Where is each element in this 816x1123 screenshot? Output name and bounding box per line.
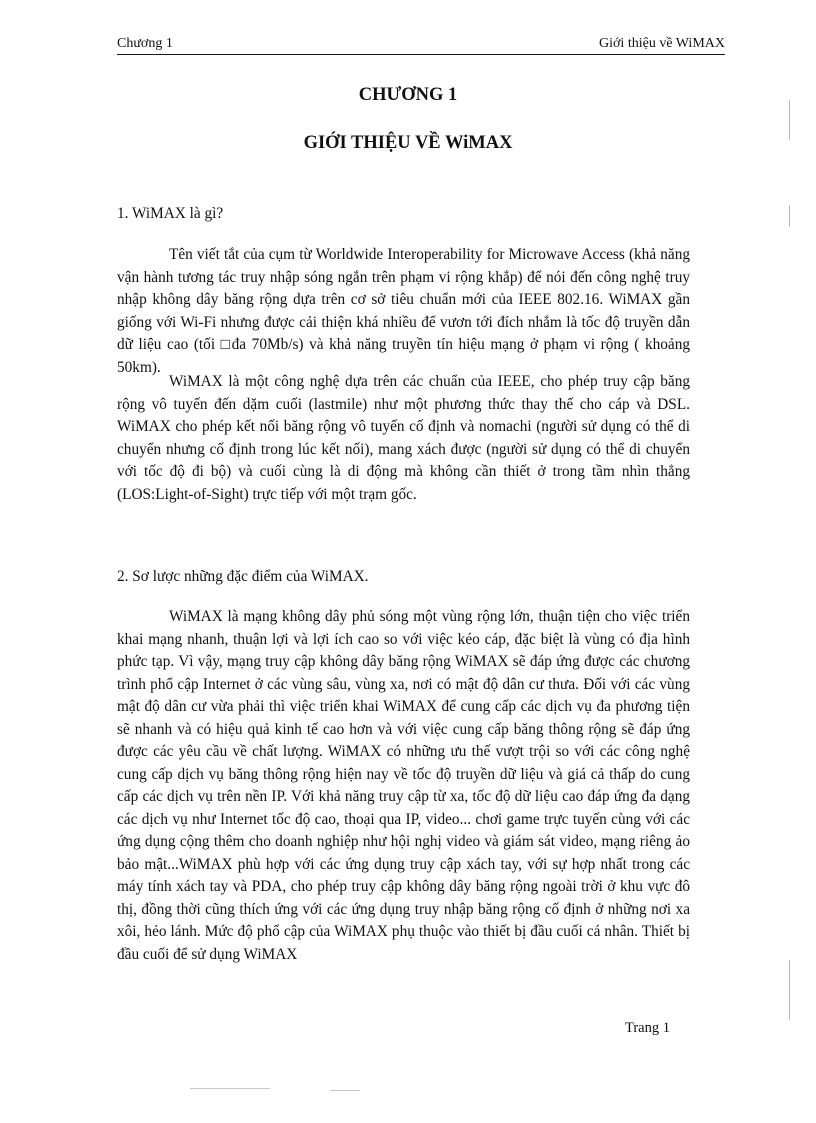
scan-margin-mark <box>789 100 790 140</box>
section-1-heading: 1. WiMAX là gì? <box>117 205 224 222</box>
section-2-paragraph-1: WiMAX là mạng không dây phủ sóng một vùng rộng lớn, thuận tiện cho việc triển khai mạng nhanh, thuận lợi và lợi ích cao so với việc kéo cáp, đặc biệt là vùng có địa hình phức tạp. Vì vậy, mạng truy cập không dây băng rộng WiMAX sẽ đáp ứng được các chương trình phổ cập Internet ở các vùng sâu, vùng xa, nơi có mật độ dân cư thưa. Đối với các vùng mật độ dân cư vừa phải thì việc triển khai WiMAX để cung cấp các dịch vụ đa phương tiện sẽ nhanh và có hiệu quả kinh tế cao hơn và với việc cung cấp băng thông rộng sẽ đáp ứng được các yêu cầu về chất lượng. WiMAX có những ưu thế vượt trội so với các công nghệ cung cấp dịch vụ băng thông rộng hiện nay về tốc độ truyền dữ liệu và giá cả thấp do cung cấp các dịch vụ trên nền IP. Với khả năng truy cập từ xa, tốc độ dữ liệu cao đáp ứng đa dạng các dịch vụ như Internet tốc độ cao, thoại qua IP, video... chơi game trực tuyến cùng với các ứng dụng cộng thêm cho doanh nghiệp như hội nghị video và giám sát video, mạng riêng ảo bảo mật...WiMAX phù hợp với các ứng dụng truy cập xách tay, với sự hợp nhất trong các máy tính xách tay và PDA, cho phép truy cập không dây băng rộng ngoài trời ở khu vực đô thị, đồng thời cũng thích ứng với các ứng dụng truy nhập băng rộng cố định ở những nơi xa xôi, hẻo lánh. Mức độ phổ cập của WiMAX phụ thuộc vào thiết bị đầu cuối cá nhân. Thiết bị đầu cuối để sử dụng WiMAX <box>117 608 690 963</box>
scan-speck <box>190 1088 270 1089</box>
scan-speck <box>330 1090 360 1091</box>
scan-margin-mark <box>789 205 790 227</box>
section-1-paragraph-2: WiMAX là một công nghệ dựa trên các chuẩn của IEEE, cho phép truy cập băng rộng vô tuyến đến dặm cuối (lastmile) như một phương thức thay thế cho cáp và DSL. WiMAX cho phép kết nối băng rộng vô tuyến cố định và nomachi (người sử dụng có thể di chuyển nhưng cố định trong lúc kết nối), mang xách được (người sử dụng có thể di chuyển với tốc độ đi bộ) và cuối cùng là di động mà không cần thiết ở trong tầm nhìn thẳng (LOS:Light-of-Sight) trực tiếp với một trạm gốc. <box>117 373 690 503</box>
page-number: Trang 1 <box>625 1020 670 1036</box>
chapter-number: CHƯƠNG 1 <box>358 85 458 105</box>
section-1-paragraph-1: Tên viết tắt của cụm từ Worldwide Interoperability for Microwave Access (khả năng vận hành tương tác truy nhập sóng ngắn trên phạm vi rộng khắp) để nói đến công nghệ truy nhập không dây băng rộng dựa trên cơ sở tiêu chuẩn mới của IEEE 802.16. WiMAX gần giống với Wi-Fi nhưng được cải thiện khá nhiều để vươn tới đích nhắm là tốc độ truyền dẫn dữ liệu cao (tối □đa 70Mb/s) và khả năng truyền tín hiệu mạng ở phạm vi rộng ( khoảng 50km). <box>117 246 690 376</box>
header-title: Giới thiệu về WiMAX <box>599 36 725 51</box>
header-chapter: Chương 1 <box>117 36 173 51</box>
section-2-heading: 2. Sơ lược những đặc điểm của WiMAX. <box>117 568 369 585</box>
chapter-title: GIỚI THIỆU VỀ WiMAX <box>303 133 513 153</box>
scan-margin-mark <box>789 960 790 1020</box>
page-header <box>117 34 725 55</box>
